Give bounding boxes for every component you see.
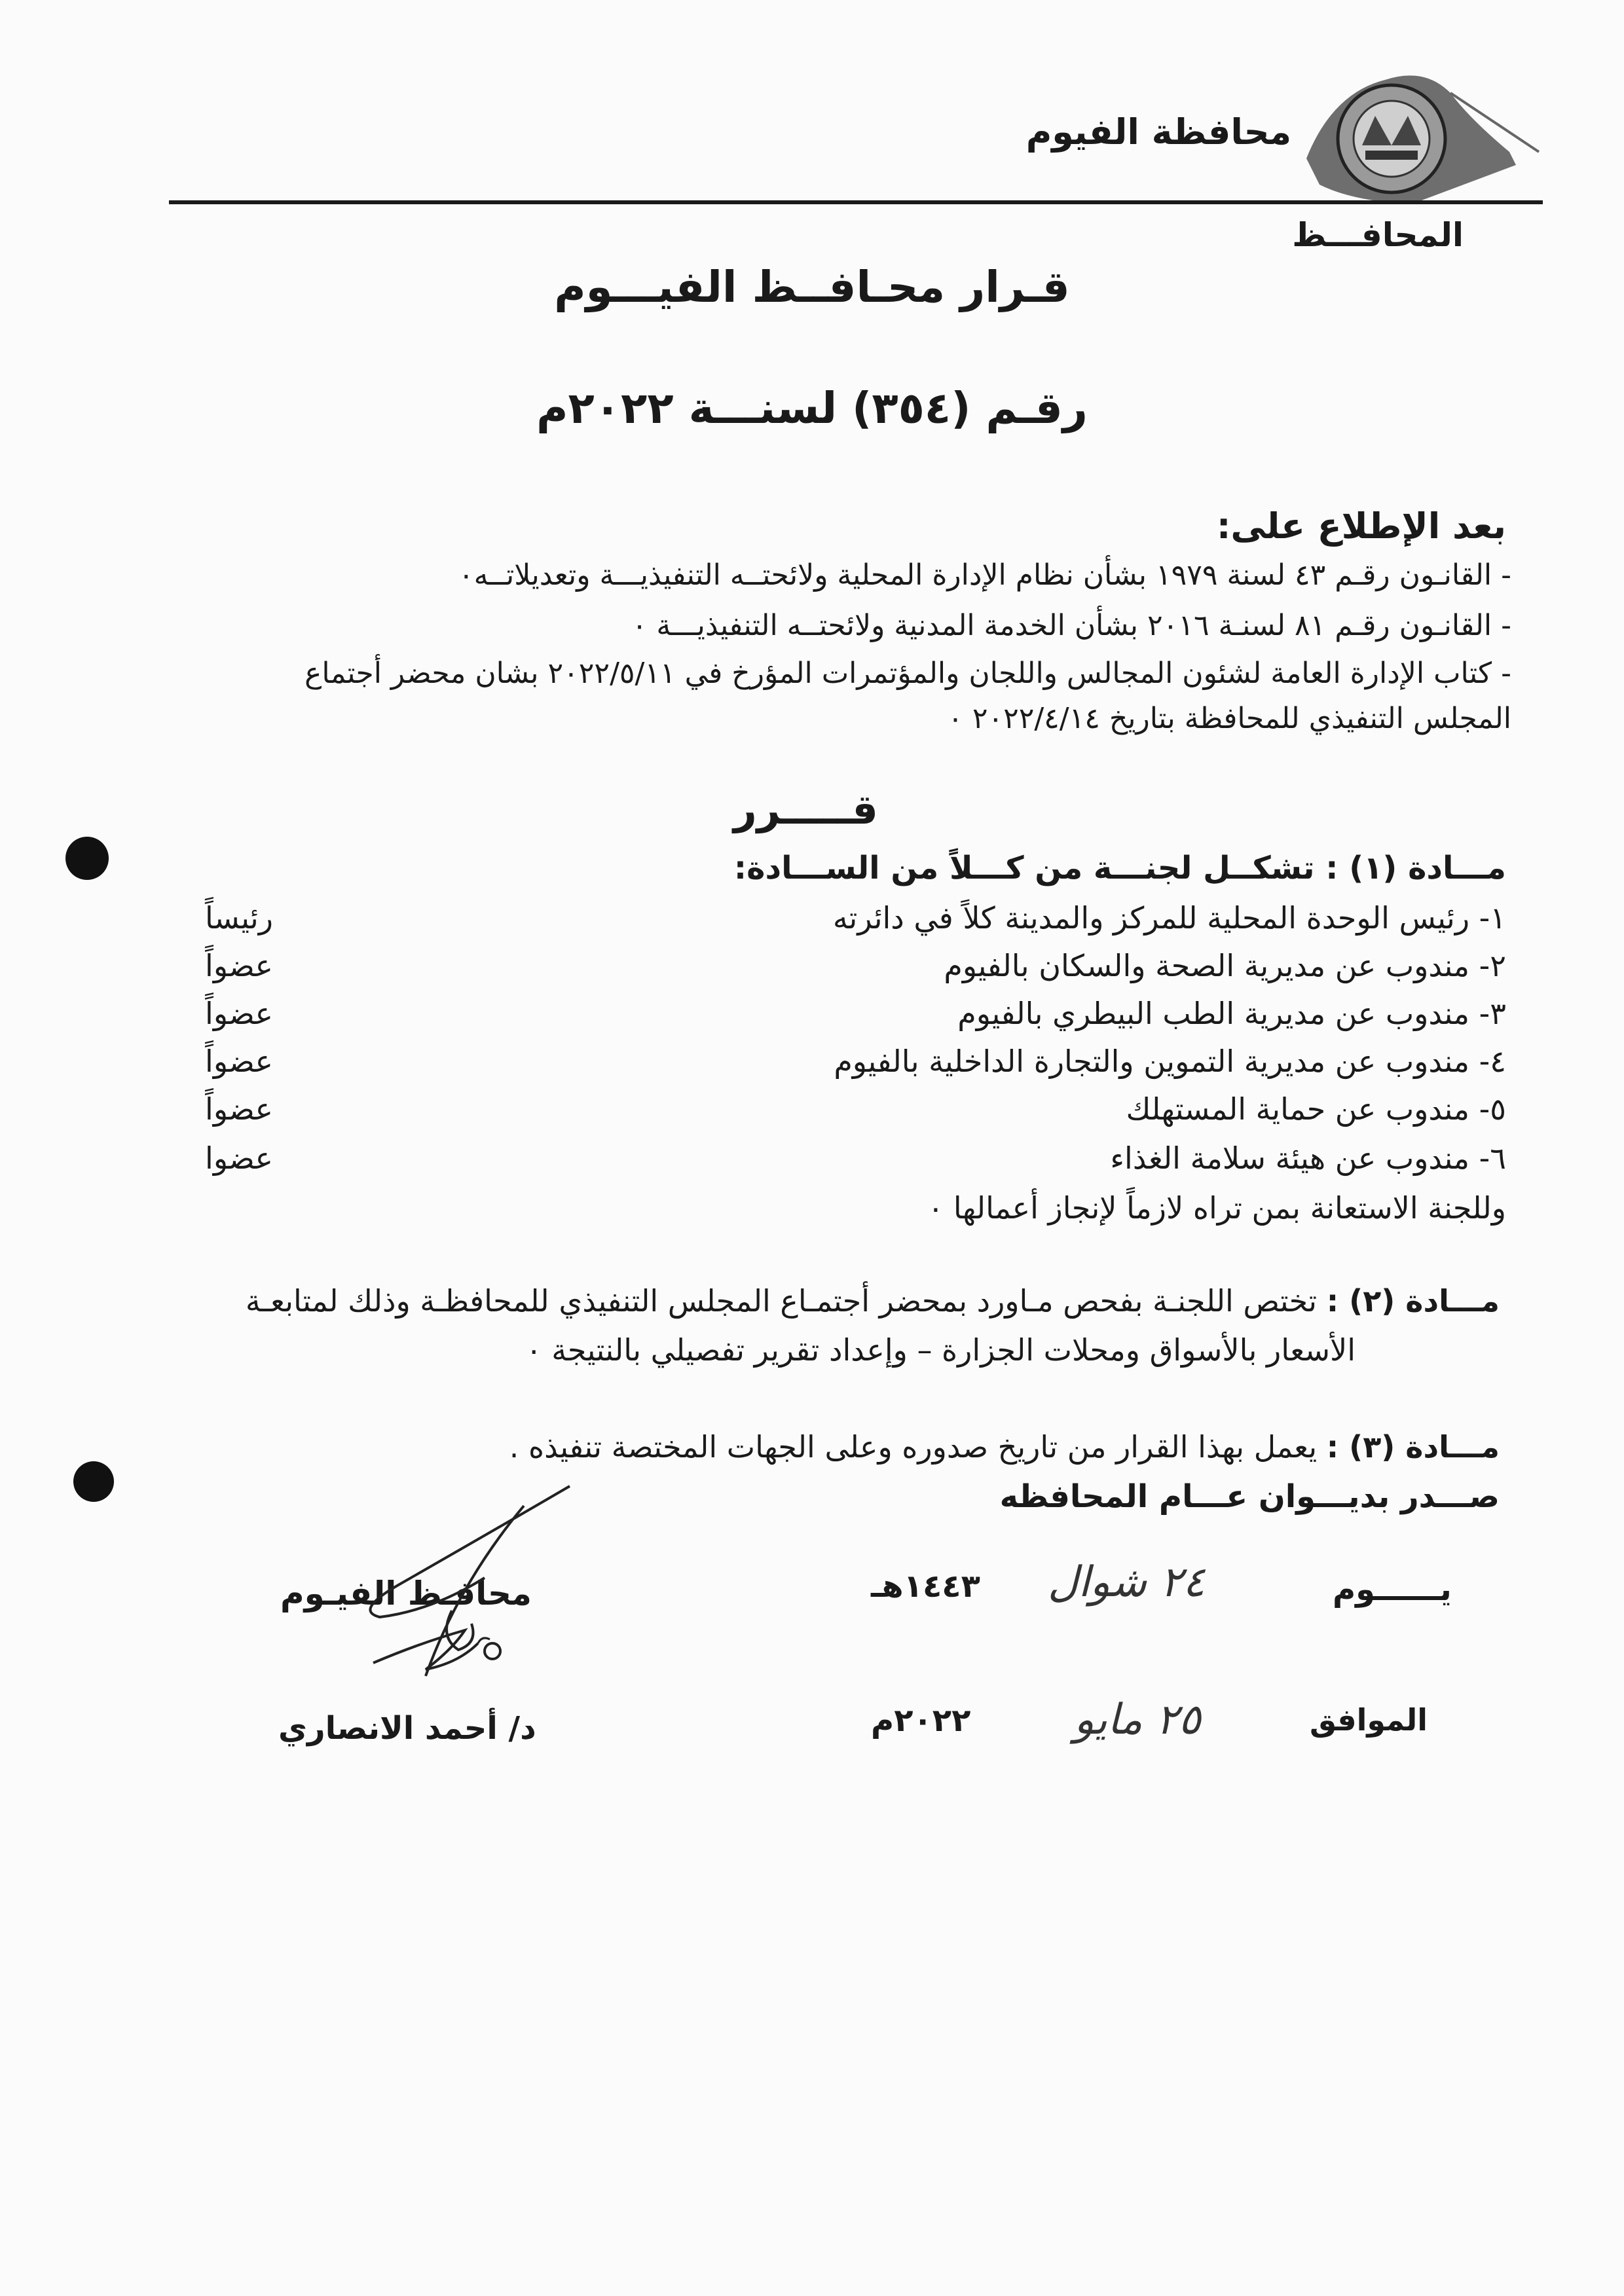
article-2-label: مـــادة (٢) : [1326, 1283, 1500, 1319]
member-row [196, 1091, 1506, 1137]
hijri-year: ١٤٤٣هـ [871, 1568, 980, 1605]
header-rule [169, 200, 1543, 204]
member-row [196, 948, 1506, 994]
day-handwritten: ٢٤ شوال [1048, 1558, 1206, 1607]
preamble-line: - القانـون رقـم ٤٣ لسنة ١٩٧٩ بشأن نظام الإدارة المحلية ولائحتــه التنفيذيـــة وتعديلاتــه٠ [458, 558, 1511, 592]
signatory-title: محافـظ الفيـوم [280, 1575, 532, 1613]
governor-office-label: المحافـــظ [1292, 216, 1464, 254]
corresponding-label: الموافق [1310, 1702, 1428, 1738]
decision-number: رقـم (٣٥٤) لسنـــة ٢٠٢٢م [536, 383, 1088, 433]
article-3-text: يعمل بهذا القرار من تاريخ صدوره وعلى الجهات المختصة تنفيذه . [509, 1429, 1318, 1465]
preamble-line: - كتاب الإدارة العامة لشئون المجالس واللجان والمؤتمرات المؤرخ في ٢٠٢٢/٥/١١ بشان محضر أجتماع [304, 657, 1511, 690]
preamble-heading: بعد الإطلاع على: [1216, 505, 1506, 547]
article-1-heading: مـــادة (١) : تشكــل لجنـــة من كـــلاً من الســـادة: [733, 850, 1506, 886]
article-3-label: مـــادة (٣) : [1326, 1429, 1500, 1465]
member-role: عضواً [205, 1044, 273, 1079]
gregorian-year: ٢٠٢٢م [871, 1702, 971, 1739]
member-row [196, 1140, 1506, 1186]
gregorian-handwritten: ٢٥ مايو [1074, 1696, 1201, 1744]
article-2-line-2: الأسعار بالأسواق ومحلات الجزارة – وإعداد تقرير تفصيلي بالنتيجة ٠ [525, 1332, 1356, 1368]
member-role: عضواً [205, 1091, 273, 1127]
member-role: عضواً [205, 948, 273, 983]
member-row [196, 1044, 1506, 1089]
article-3 [509, 1429, 1500, 1465]
article-2-line-1 [246, 1283, 1500, 1319]
governorate-logo [1293, 54, 1542, 211]
member-name: ٣- مندوب عن مديرية الطب البيطري بالفيوم [957, 996, 1506, 1031]
handwritten-signature [327, 1480, 589, 1715]
decision-word: قـــــرر [733, 786, 878, 833]
issued-at: صـــدر بديـــوان عـــام المحافظه [999, 1478, 1500, 1515]
article-2-text: تختص اللجنـة بفحص مـاورد بمحضر أجتمـاع المجلس التنفيذي للمحافظـة وذلك لمتابعـة [245, 1283, 1318, 1319]
punch-hole-bottom [73, 1461, 114, 1502]
article-1-note: وللجنة الاستعانة بمن تراه لازماً لإنجاز أعمالها ٠ [927, 1190, 1506, 1226]
member-name: ١- رئيس الوحدة المحلية للمركز والمدينة كلاً في دائرته [832, 900, 1506, 936]
member-role: رئيساً [205, 900, 273, 936]
preamble-line: - القانـون رقـم ٨١ لسنـة ٢٠١٦ بشأن الخدمة المدنية ولائحتــه التنفيذيـــة ٠ [631, 609, 1511, 642]
member-name: ٦- مندوب عن هيئة سلامة الغذاء [1110, 1140, 1506, 1176]
member-row [196, 900, 1506, 946]
member-name: ٢- مندوب عن مديرية الصحة والسكان بالفيوم [944, 948, 1506, 983]
governorate-name: محافظة الفيوم [1025, 111, 1291, 153]
day-label: يــــــوم [1333, 1571, 1452, 1608]
member-row [196, 996, 1506, 1042]
member-role: عضواً [205, 996, 273, 1031]
decision-title: قـرار محـافــظ الفيـــوم [554, 262, 1070, 312]
member-role: عضوا [205, 1140, 273, 1176]
signatory-name: د/ أحمد الانصاري [278, 1710, 536, 1747]
punch-hole-top [65, 837, 109, 880]
member-name: ٥- مندوب عن حماية المستهلك [1126, 1091, 1506, 1127]
member-name: ٤- مندوب عن مديرية التموين والتجارة الداخلية بالفيوم [834, 1044, 1506, 1079]
preamble-line: المجلس التنفيذي للمحافظة بتاريخ ٢٠٢٢/٤/١٤ ٠ [948, 702, 1511, 735]
